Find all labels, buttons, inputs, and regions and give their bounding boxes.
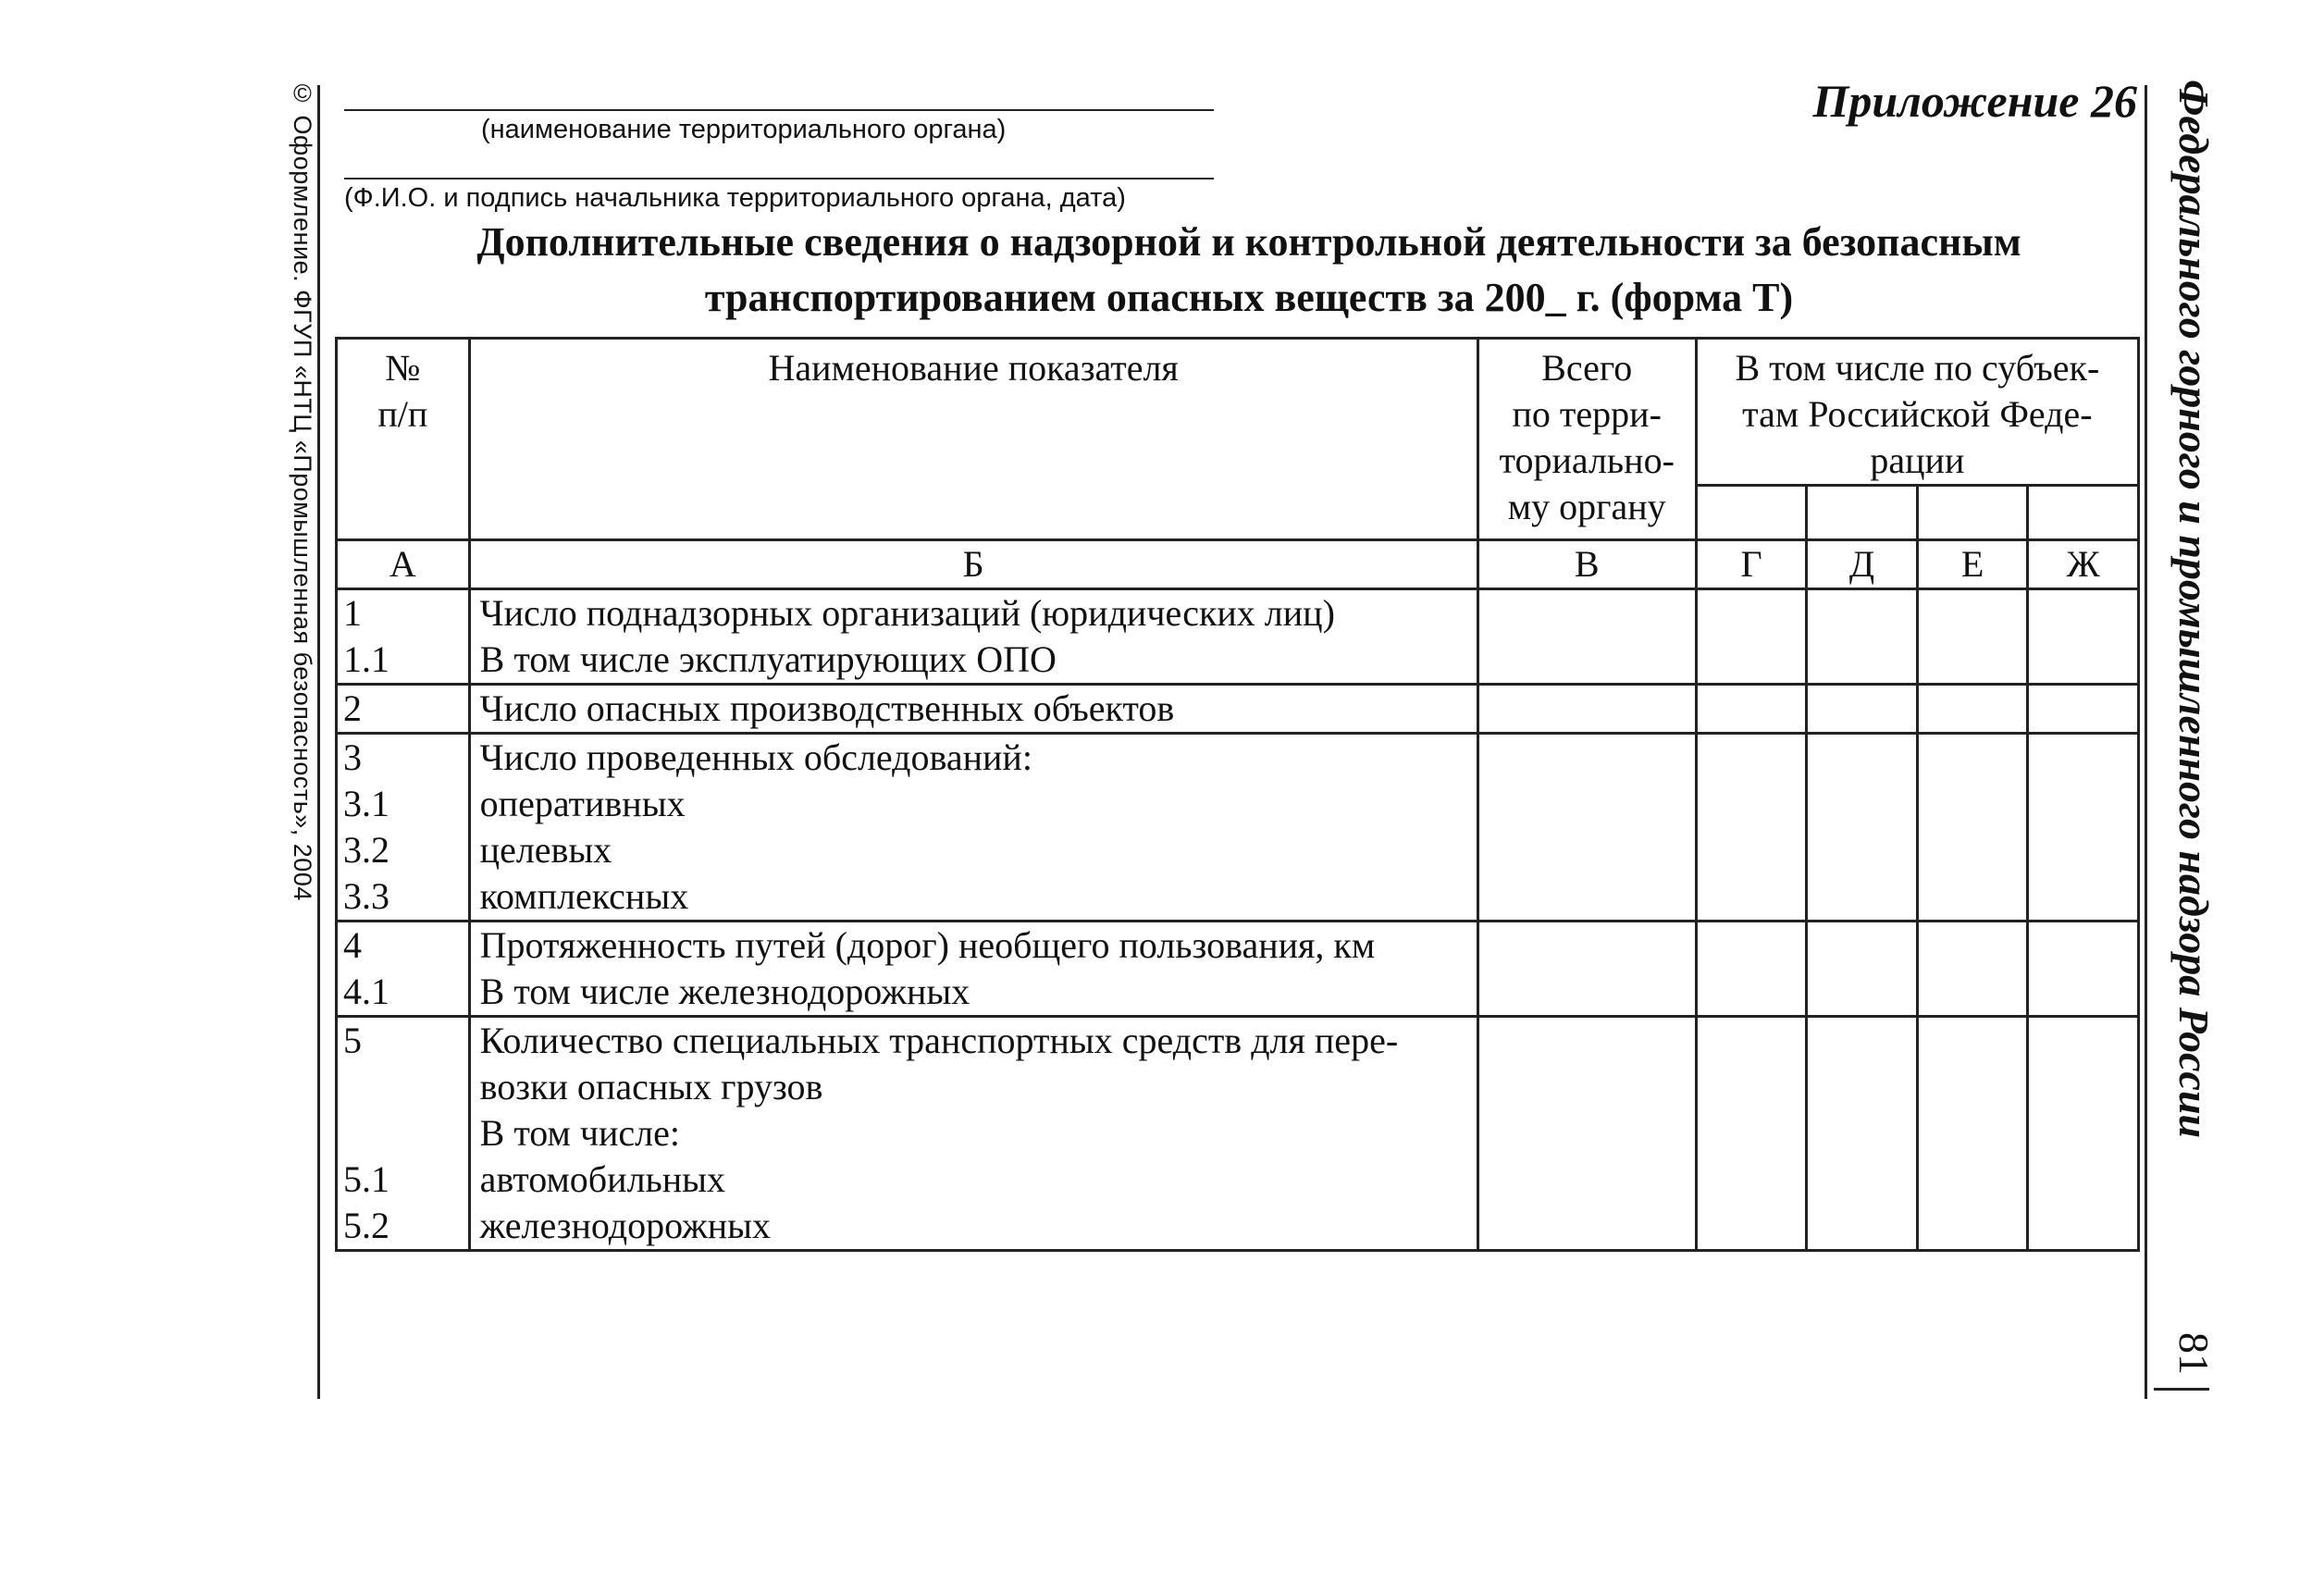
row-number: 5.1 <box>343 1158 389 1200</box>
indicator-line: оперативных <box>479 783 686 824</box>
header-total-l1: Всего <box>1541 347 1633 389</box>
table-row <box>337 685 2139 734</box>
indicator-line: комплексных <box>479 875 689 917</box>
table-header-row <box>337 339 2139 486</box>
subject-col-g <box>1696 486 1807 540</box>
subject-zh-cell <box>2028 1017 2139 1251</box>
copyright-notice: © Оформление. ФГУП «НТЦ «Промышленная безопасность», 2004 <box>289 80 316 901</box>
letter-a: А <box>337 540 470 589</box>
subject-e-cell <box>1917 922 2028 1017</box>
page-number-rule <box>2154 1388 2209 1391</box>
table-row <box>337 922 2139 1017</box>
header-total-l3: ториально- <box>1499 439 1675 481</box>
row-number: 4 <box>343 924 362 966</box>
header-subjects-l3: рации <box>1870 439 1965 481</box>
table-row <box>337 589 2139 685</box>
subject-zh-cell <box>2028 922 2139 1017</box>
row-number-cell <box>337 1017 470 1251</box>
subject-zh-cell <box>2028 589 2139 685</box>
subject-d-cell <box>1807 922 1918 1017</box>
header-total <box>1477 339 1696 540</box>
subject-e-cell <box>1917 685 2028 734</box>
subject-g-cell <box>1696 1017 1807 1251</box>
total-cell <box>1477 589 1696 685</box>
subject-e-cell <box>1917 589 2028 685</box>
row-number <box>343 1110 459 1157</box>
letter-zh: Ж <box>2028 540 2139 589</box>
row-number: 3 <box>343 736 362 778</box>
header-total-l4: му органу <box>1507 486 1666 527</box>
indicator-line: Число поднадзорных организаций (юридических лиц) <box>479 592 1335 634</box>
header-num-line-1: № <box>385 347 421 389</box>
report-form-table <box>335 337 2140 1252</box>
total-cell <box>1477 734 1696 922</box>
page-number: 81 <box>2170 1332 2218 1375</box>
table-row <box>337 1017 2139 1251</box>
territorial-body-line <box>344 109 1214 111</box>
indicator-line: Протяженность путей (дорог) необщего пользования, км <box>479 924 1376 966</box>
header-subjects-l1: В том числе по субъек- <box>1735 347 2100 389</box>
indicator-line: возки опасных грузов <box>479 1066 823 1107</box>
signature-line <box>344 178 1214 179</box>
row-number: 3.2 <box>343 829 389 871</box>
row-number: 4.1 <box>343 971 389 1012</box>
form-title-line-2: транспортированием опасных веществ за 200_ г. (форма Т) <box>704 275 1794 320</box>
territorial-body-caption: (наименование территориального органа) <box>481 115 1007 144</box>
subject-d-cell <box>1807 1017 1918 1251</box>
row-number-cell <box>337 734 470 922</box>
row-number-cell <box>337 685 470 734</box>
agency-running-head: Федерального горного и промышленного надзора России <box>2170 80 2218 1139</box>
indicator-line: В том числе железнодорожных <box>479 971 970 1012</box>
form-title-line-1: Дополнительные сведения о надзорной и контрольной деятельности за безопасным <box>476 219 2021 265</box>
subject-col-d <box>1807 486 1918 540</box>
row-number: 3.1 <box>343 783 389 824</box>
total-cell <box>1477 1017 1696 1251</box>
subject-col-zh <box>2028 486 2139 540</box>
indicator-name-cell <box>469 589 1477 685</box>
table-row <box>337 734 2139 922</box>
indicator-name-cell <box>469 1017 1477 1251</box>
header-num <box>337 339 470 540</box>
subject-zh-cell <box>2028 734 2139 922</box>
row-number: 5.2 <box>343 1205 389 1246</box>
indicator-line: железнодорожных <box>479 1205 772 1246</box>
header-subjects <box>1696 339 2138 486</box>
subject-g-cell <box>1696 922 1807 1017</box>
indicator-line: В том числе: <box>479 1112 680 1154</box>
subject-e-cell <box>1917 1017 2028 1251</box>
row-number <box>343 1064 459 1110</box>
row-number: 5 <box>343 1020 362 1061</box>
indicator-line: Количество специальных транспортных средств для пере- <box>479 1020 1399 1061</box>
letter-v: В <box>1477 540 1696 589</box>
total-cell <box>1477 922 1696 1017</box>
subject-g-cell <box>1696 685 1807 734</box>
letter-e: Е <box>1917 540 2028 589</box>
subject-e-cell <box>1917 734 2028 922</box>
indicator-name-cell <box>469 685 1477 734</box>
row-number: 3.3 <box>343 875 389 917</box>
subject-zh-cell <box>2028 685 2139 734</box>
signature-caption: (Ф.И.О. и подпись начальника территориального органа, дата) <box>344 183 1126 213</box>
indicator-line: Число опасных производственных объектов <box>479 687 1175 729</box>
subject-d-cell <box>1807 589 1918 685</box>
column-letter-row <box>337 540 2139 589</box>
indicator-line: В том числе эксплуатирующих ОПО <box>479 638 1057 680</box>
letter-b: Б <box>469 540 1477 589</box>
subject-d-cell <box>1807 734 1918 922</box>
subject-g-cell <box>1696 589 1807 685</box>
indicator-name-cell <box>469 734 1477 922</box>
letter-g: Г <box>1696 540 1807 589</box>
row-number: 1.1 <box>343 638 389 680</box>
indicator-name-cell <box>469 922 1477 1017</box>
left-margin-rule <box>317 85 320 1399</box>
row-number: 2 <box>343 687 362 729</box>
subject-d-cell <box>1807 685 1918 734</box>
header-total-l2: по терри- <box>1512 393 1662 435</box>
appendix-label: Приложение 26 <box>1812 75 2137 127</box>
header-indicator-name: Наименование показателя <box>469 339 1477 540</box>
row-number: 1 <box>343 592 362 634</box>
indicator-line: Число проведенных обследований: <box>479 736 1032 778</box>
subject-g-cell <box>1696 734 1807 922</box>
header-subjects-l2: там Российской Феде- <box>1742 393 2093 435</box>
row-number-cell <box>337 922 470 1017</box>
header-num-line-2: п/п <box>377 393 428 435</box>
indicator-line: целевых <box>479 829 612 871</box>
total-cell <box>1477 685 1696 734</box>
subject-col-e <box>1917 486 2028 540</box>
indicator-line: автомобильных <box>479 1158 726 1200</box>
letter-d: Д <box>1807 540 1918 589</box>
row-number-cell <box>337 589 470 685</box>
form-title <box>352 215 2146 326</box>
